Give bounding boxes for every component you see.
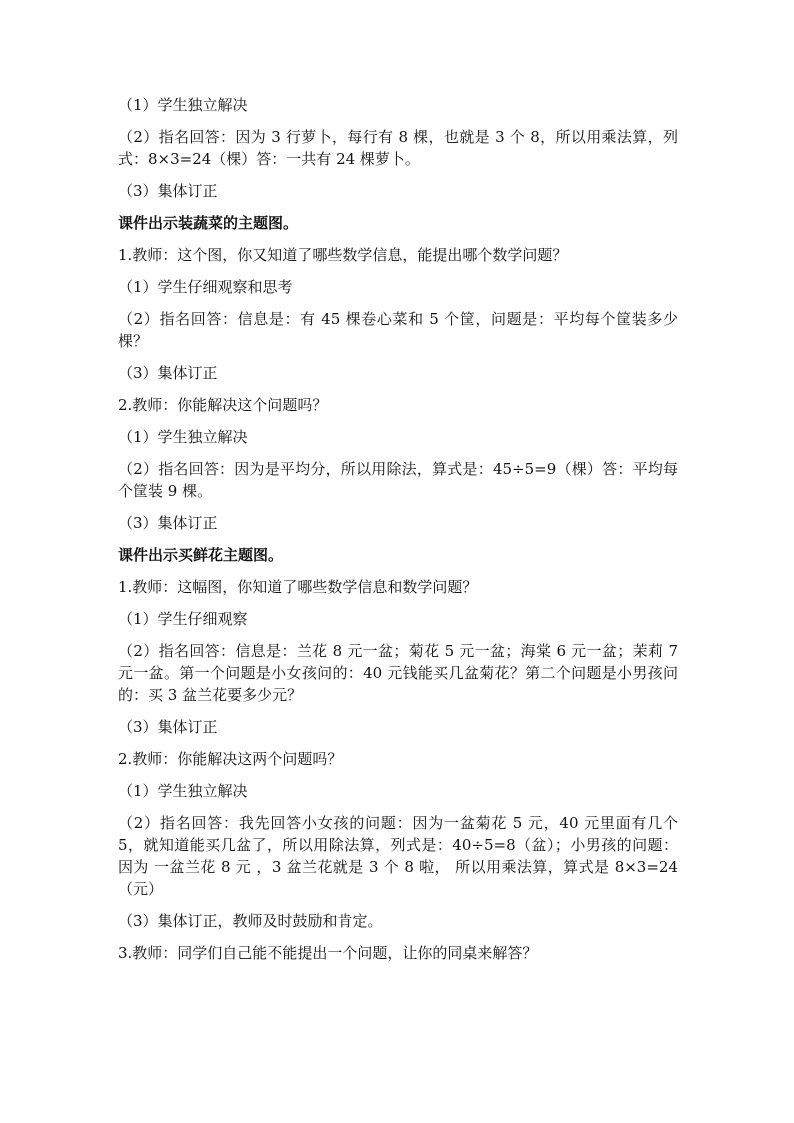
paragraph-answer-cabbage-info: （2）指名回答：信息是：有 45 棵卷心菜和 5 个筐，问题是：平均每个筐装多少棵？ bbox=[118, 310, 678, 350]
paragraph-collective-correct-3: （3）集体订正 bbox=[118, 514, 218, 532]
paragraph-student-observe-1: （1）学生仔细观察和思考 bbox=[118, 278, 293, 296]
section-heading-vegetables: 课件出示装蔬菜的主题图。 bbox=[118, 214, 299, 232]
paragraph-answer-flower-solution: （2）指名回答：我先回答小女孩的问题：因为一盆菊花 5 元，40 元里面有几个 5，就知道能买几盆了，所以用除法算，列式是：40÷5=8（盆）；小男孩的问题：因为 一盆兰花 8 元 ，3 盆兰花就是 3 个 8 啦， 所以用乘法算，算式是 8×3=24（元） bbox=[118, 814, 678, 898]
paragraph-student-observe-2: （1）学生仔细观察 bbox=[118, 610, 248, 628]
paragraph-answer-division: （2）指名回答：因为是平均分，所以用除法，算式是：45÷5=9（棵）答：平均每个筐装 9 棵。 bbox=[118, 460, 678, 500]
paragraph-student-solve-1: （1）学生独立解决 bbox=[118, 96, 248, 114]
paragraph-collective-correct-4: （3）集体订正 bbox=[118, 718, 218, 736]
paragraph-teacher-question-3: 1.教师：这幅图，你知道了哪些数学信息和数学问题？ bbox=[118, 578, 478, 596]
paragraph-student-solve-2: （1）学生独立解决 bbox=[118, 428, 248, 446]
paragraph-teacher-question-2: 2.教师：你能解决这个问题吗？ bbox=[118, 396, 328, 414]
paragraph-answer-flower-info: （2）指名回答：信息是：兰花 8 元一盆；菊花 5 元一盆；海棠 6 元一盆；茉莉 7 元一盆。第一个问题是小女孩问的：40 元钱能买几盆菊花？第二个问题是小男孩问的：买 3 盆兰花要多少元？ bbox=[118, 642, 678, 704]
paragraph-answer-radish: （2）指名回答：因为 3 行萝卜，每行有 8 棵，也就是 3 个 8，所以用乘法算，列式：8×3=24（棵）答：一共有 24 棵萝卜。 bbox=[118, 128, 678, 168]
paragraph-teacher-question-1: 1.教师：这个图，你又知道了哪些数学信息，能提出哪个数学问题？ bbox=[118, 246, 568, 264]
paragraph-collective-correct-1: （3）集体订正 bbox=[118, 182, 218, 200]
paragraph-teacher-question-4: 2.教师：你能解决这两个问题吗？ bbox=[118, 750, 343, 768]
paragraph-collective-correct-2: （3）集体订正 bbox=[118, 364, 218, 382]
section-heading-flowers: 课件出示买鲜花主题图。 bbox=[118, 546, 284, 564]
paragraph-collective-correct-5: （3）集体订正，教师及时鼓励和肯定。 bbox=[118, 912, 383, 930]
paragraph-student-solve-3: （1）学生独立解决 bbox=[118, 782, 248, 800]
paragraph-teacher-question-5: 3.教师：同学们自己能不能提出一个问题，让你的同桌来解答？ bbox=[118, 944, 538, 962]
document-page bbox=[118, 94, 678, 974]
